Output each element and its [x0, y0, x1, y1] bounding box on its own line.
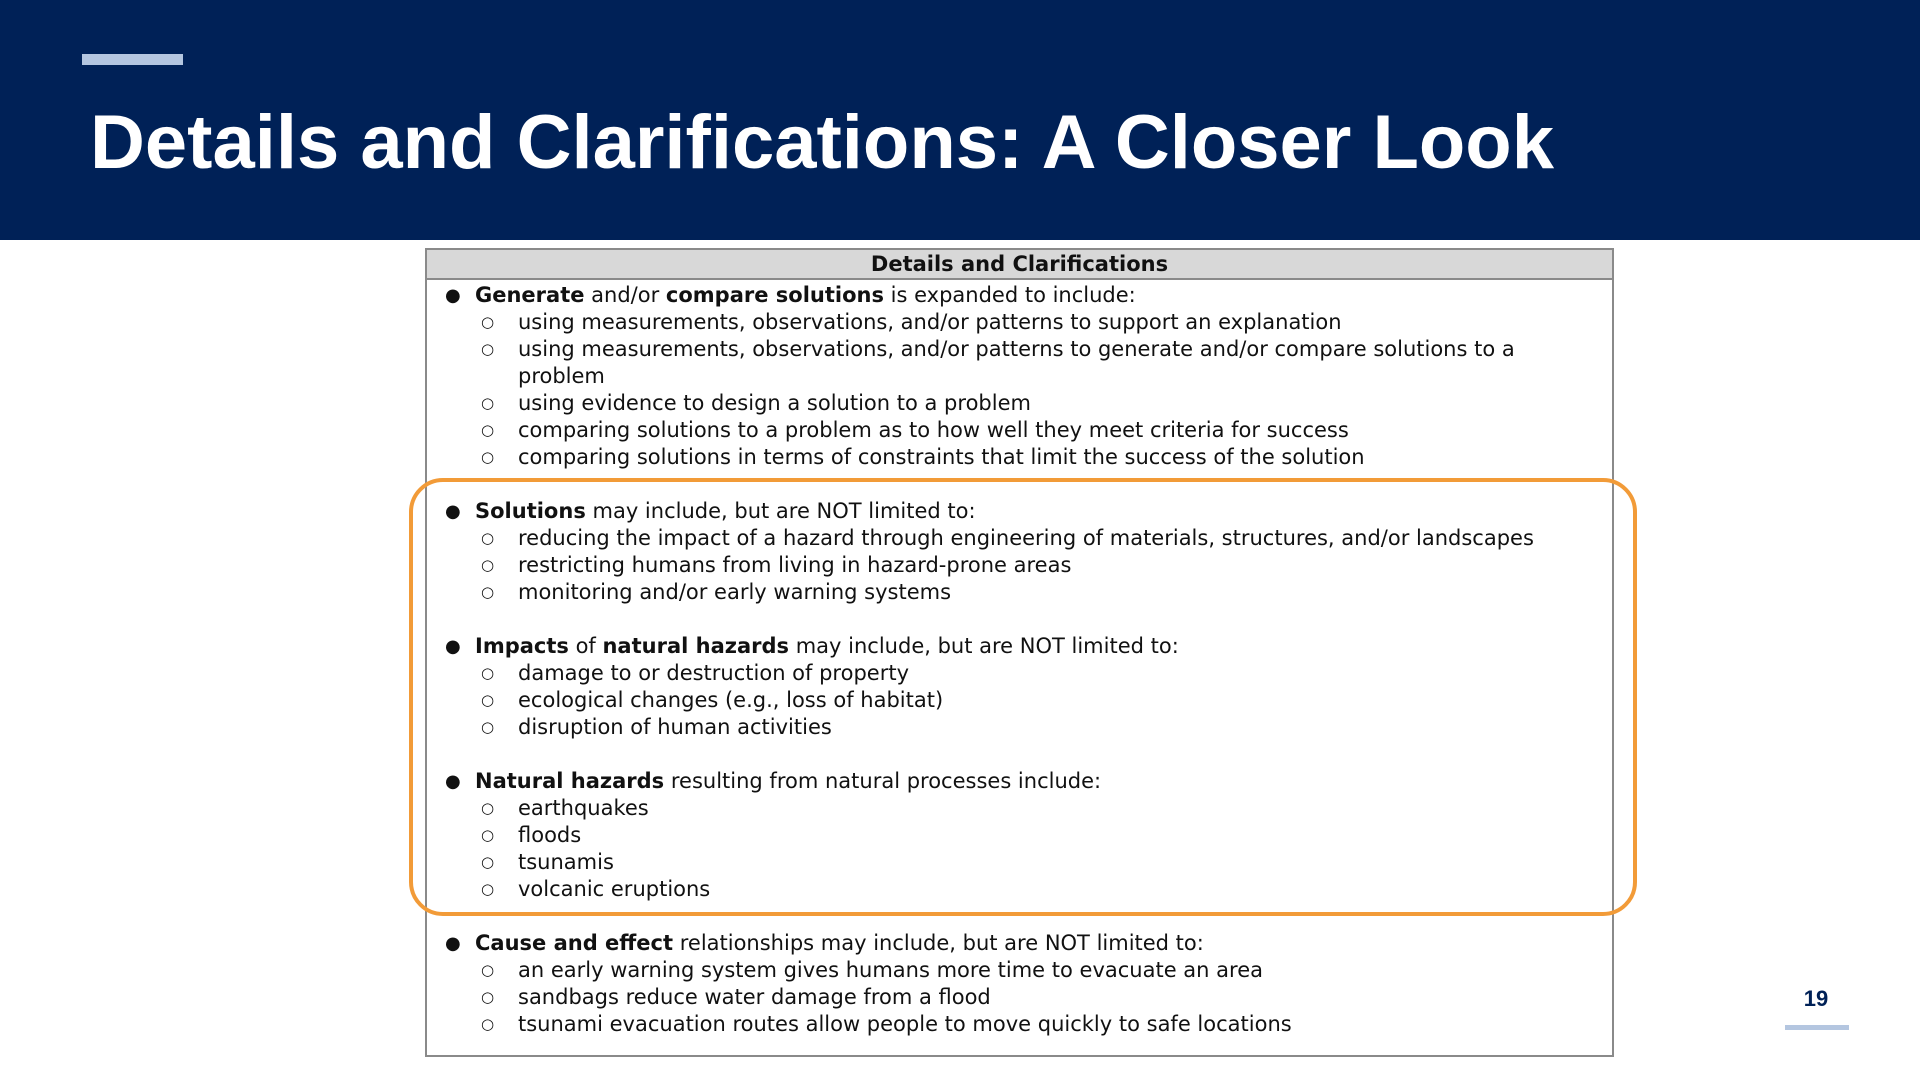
- list-item: [427, 984, 1612, 1011]
- bullet-icon: ●: [445, 636, 461, 657]
- circle-bullet-icon: ○: [481, 664, 495, 682]
- list-item-text: using measurements, observations, and/or patterns to generate and/or compare solutions to a problem: [518, 337, 1515, 388]
- circle-bullet-icon: ○: [481, 691, 495, 709]
- list-item-text: using measurements, observations, and/or patterns to support an explanation: [518, 310, 1342, 334]
- circle-bullet-icon: ○: [481, 394, 495, 412]
- list-item: [427, 1011, 1612, 1038]
- slide-title: Details and Clarifications: A Closer Look: [90, 100, 1555, 185]
- heading-text: Impacts: [475, 634, 569, 658]
- orange-highlight-box: [409, 478, 1637, 916]
- list-item-text: earthquakes: [518, 796, 649, 820]
- list-item-text: comparing solutions in terms of constraints that limit the success of the solution: [518, 445, 1365, 469]
- bullet-icon: ●: [445, 501, 461, 522]
- list-item-text: monitoring and/or early warning systems: [518, 580, 952, 604]
- heading-text: natural hazards: [602, 634, 790, 658]
- bullet-icon: ●: [445, 933, 461, 954]
- table-header: Details and Clarifications: [427, 250, 1612, 280]
- circle-bullet-icon: ○: [481, 853, 495, 871]
- circle-bullet-icon: ○: [481, 988, 495, 1006]
- circle-bullet-icon: ○: [481, 880, 495, 898]
- circle-bullet-icon: ○: [481, 340, 495, 358]
- heading-text: Natural hazards: [475, 769, 665, 793]
- bullet-icon: ●: [445, 285, 461, 306]
- list-item-text: an early warning system gives humans more time to evacuate an area: [518, 958, 1263, 982]
- heading-text: Solutions: [475, 499, 586, 523]
- circle-bullet-icon: ○: [481, 529, 495, 547]
- list-item-text: restricting humans from living in hazard-prone areas: [518, 553, 1072, 577]
- page-number: 19: [1803, 986, 1829, 1011]
- heading-text: Cause and effect: [475, 931, 674, 955]
- circle-bullet-icon: ○: [481, 718, 495, 736]
- section: [427, 282, 1612, 471]
- list-item-text: damage to or destruction of property: [518, 661, 909, 685]
- circle-bullet-icon: ○: [481, 421, 495, 439]
- list-item: [427, 336, 1612, 390]
- list-item: [427, 417, 1612, 444]
- list-item-text: floods: [518, 823, 582, 847]
- bullet-icon: ●: [445, 771, 461, 792]
- list-item-text: using evidence to design a solution to a problem: [518, 391, 1031, 415]
- heading-text: and/or: [584, 283, 666, 307]
- circle-bullet-icon: ○: [481, 313, 495, 331]
- list-item-text: ecological changes (e.g., loss of habitat): [518, 688, 944, 712]
- list-item-text: tsunami evacuation routes allow people to move quickly to safe locations: [518, 1012, 1292, 1036]
- list-item-text: tsunamis: [518, 850, 614, 874]
- list-item-text: reducing the impact of a hazard through engineering of materials, structures, and/or landscapes: [518, 526, 1534, 550]
- list-item-text: comparing solutions to a problem as to how well they meet criteria for success: [518, 418, 1349, 442]
- circle-bullet-icon: ○: [481, 1015, 495, 1033]
- heading-text: relationships may include, but are NOT limited to:: [673, 931, 1204, 955]
- list-item-text: sandbags reduce water damage from a flood: [518, 985, 991, 1009]
- list-item: [427, 444, 1612, 471]
- heading-text: may include, but are NOT limited to:: [585, 499, 976, 523]
- heading-text: Generate: [475, 283, 585, 307]
- heading-text: is expanded to include:: [883, 283, 1136, 307]
- slide-header: [0, 0, 1920, 240]
- section-heading: [427, 930, 1612, 957]
- list-item-text: volcanic eruptions: [518, 877, 711, 901]
- list-item: [427, 309, 1612, 336]
- circle-bullet-icon: ○: [481, 448, 495, 466]
- list-item: [427, 957, 1612, 984]
- heading-text: may include, but are NOT limited to:: [789, 634, 1179, 658]
- heading-text: of: [568, 634, 603, 658]
- heading-text: resulting from natural processes include:: [664, 769, 1102, 793]
- heading-text: compare solutions: [665, 283, 884, 307]
- circle-bullet-icon: ○: [481, 799, 495, 817]
- circle-bullet-icon: ○: [481, 583, 495, 601]
- header-accent-bar: [82, 54, 183, 65]
- section: [427, 930, 1612, 1038]
- circle-bullet-icon: ○: [481, 961, 495, 979]
- list-item: [427, 390, 1612, 417]
- circle-bullet-icon: ○: [481, 826, 495, 844]
- list-item-text: disruption of human activities: [518, 715, 832, 739]
- section-heading: [427, 282, 1612, 309]
- circle-bullet-icon: ○: [481, 556, 495, 574]
- page-number-underline: [1785, 1025, 1849, 1030]
